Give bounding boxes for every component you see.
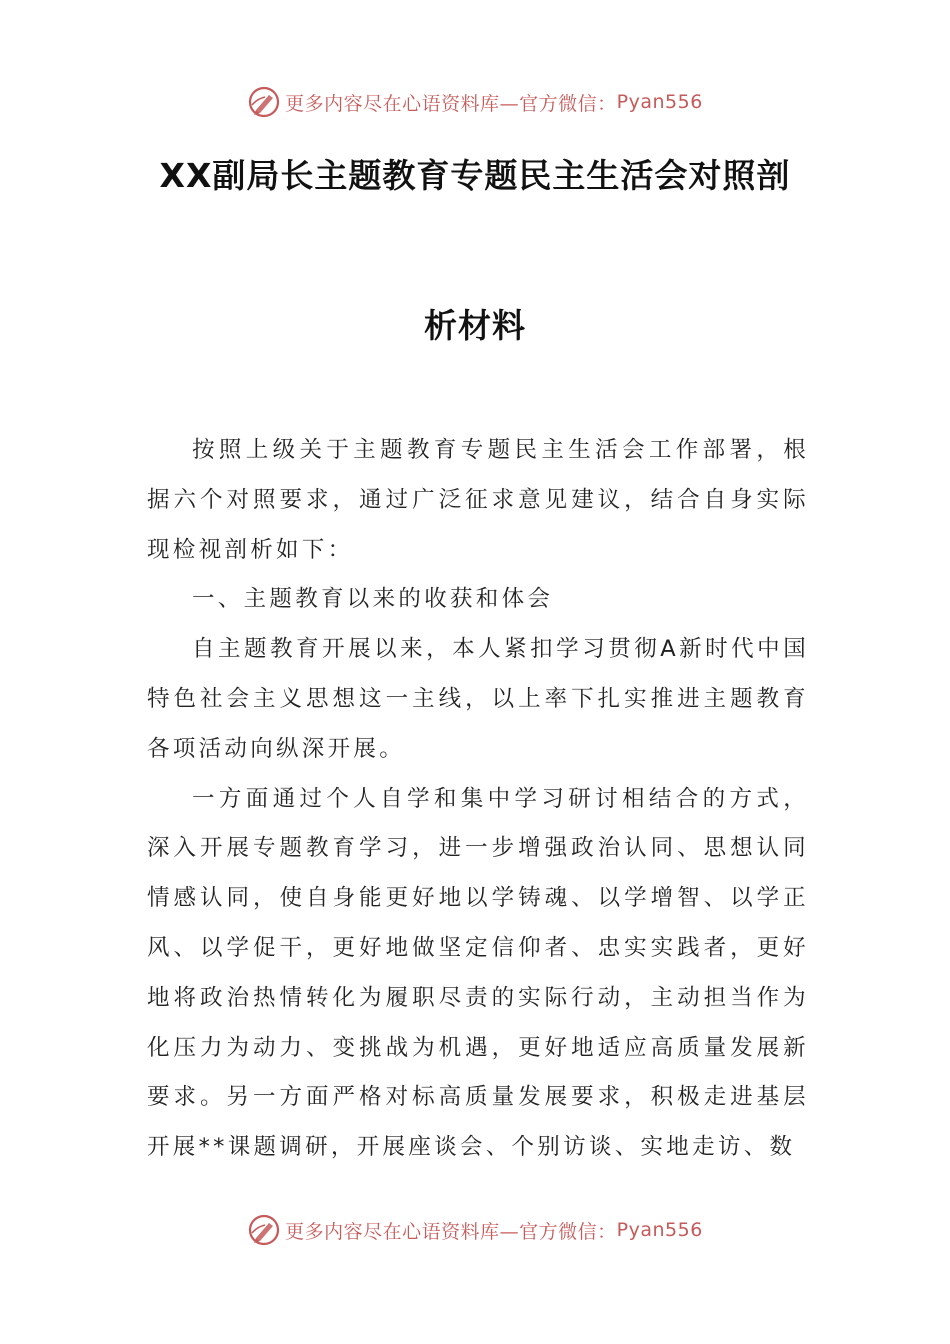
- watermark-text: 更多内容尽在心语资料库—官方微信：: [285, 92, 617, 115]
- watermark-footer: [0, 1210, 950, 1250]
- watermark-wechat-id: Pyan556: [616, 91, 703, 113]
- pen-logo-icon: [247, 1213, 281, 1247]
- document-title-line-2: 析材料: [424, 306, 526, 345]
- watermark-text: 更多内容尽在心语资料库—官方微信：: [285, 1220, 617, 1243]
- paragraph-2: 自主题教育开展以来，本人紧扣学习贯彻A新时代中国特色社会主义思想这一主线，以上率下扎实推进主题教育各项活动向纵深开展。: [147, 636, 809, 762]
- paragraph-3: 一方面通过个人自学和集中学习研讨相结合的方式，深入开展专题教育学习，进一步增强政治认同、思想认同情感认同，使自身能更好地以学铸魂、以学增智、以学正风、以学促干，更好地做坚定信仰者、忠实实践者，更好地将政治热情转化为履职尽责的实际行动，主动担当作为化压力为动力、变挑战为机遇，更好地适应高质量发展新要求。另一方面严格对标高质量发展要求，积极走进基层开展**课题调研，开展座谈会、个别访谈、实地走访、数: [147, 785, 809, 1161]
- document-title-line-1: XX副局长主题教育专题民主生活会对照剖: [159, 156, 791, 195]
- paragraph-intro: 按照上级关于主题教育专题民主生活会工作部署，根据六个对照要求，通过广泛征求意见建议，结合自身实际现检视剖析如下：: [147, 437, 809, 563]
- watermark-wechat-id: Pyan556: [616, 1219, 703, 1241]
- watermark-header: [0, 82, 950, 122]
- document-body: [147, 426, 809, 1173]
- section-heading-1: 一、主题教育以来的收获和体会: [192, 586, 554, 613]
- pen-logo-icon: [247, 85, 281, 119]
